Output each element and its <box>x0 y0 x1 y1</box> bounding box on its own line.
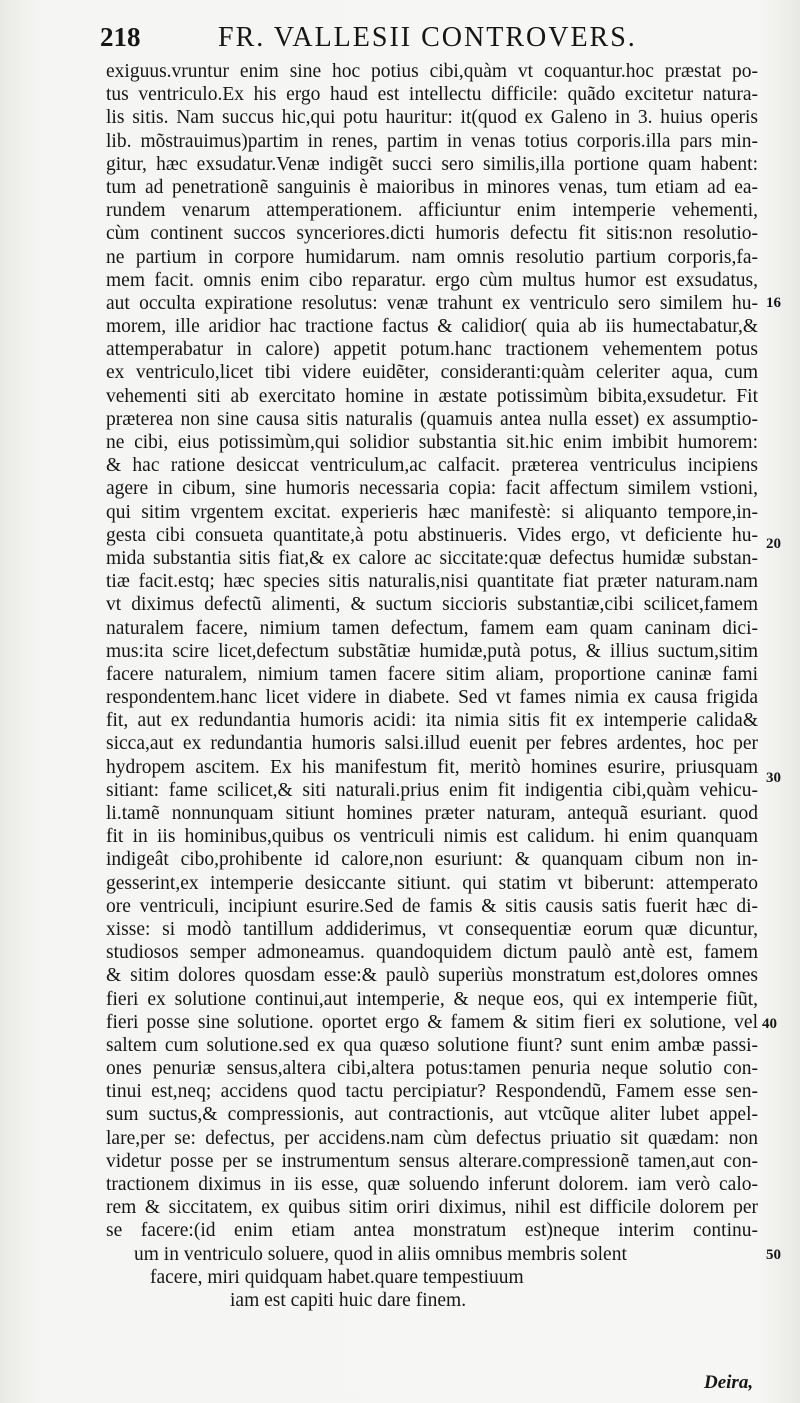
margin-line-number: 20 <box>766 536 781 552</box>
text-line: facere naturalem, nimium tamen facere sitim aliam, proportione caninæ fami <box>106 663 758 685</box>
text-line: indigeât cibo,prohibente id calore,non esuriunt: & quanquam cibum non in- <box>106 849 758 871</box>
text-line: gesserint,ex intemperie desiccante sitiunt. qui statim vt biberunt: attemperato <box>106 872 758 894</box>
text-line: tinui est,neq; accidens quod tactu percipiatur? Respondendũ, Famem esse sen- <box>106 1081 758 1103</box>
text-line: tum ad penetrationẽ sanguinis è maioribus in minores venas, tum etiam ad ea- <box>106 176 758 198</box>
text-line: rundem venarum attemperationem. afficiuntur enim intemperie vehementi, <box>106 200 758 222</box>
text-line: qui sitim vrgentem excitat. experieris hæc manifestè: si aliquanto tempore,in- <box>106 501 758 523</box>
text-line: um in ventriculo soluere, quod in aliis omnibus membris solent <box>134 1243 627 1265</box>
text-line: fit, aut ex redundantia humoris acidi: ita nimia sitis fit ex intemperie calida& <box>106 710 758 732</box>
text-line: fit in iis hominibus,quibus os ventriculi nimis est calidum. hi enim quanquam <box>106 826 758 848</box>
text-line: vehementi siti ab exercitato homine in æstate potissimùm bibita,exsudetur. Fit <box>106 385 758 407</box>
text-line: mus:ita scire licet,defectum substãtiæ humidæ,putà potus, & illius suctum,sitim <box>106 640 758 662</box>
text-line: & sitim dolores quosdam esse:& paulò superiùs monstratum est,dolores omnes <box>106 965 758 987</box>
text-line: tus ventriculo.Ex his ergo haud est intellectu difficile: quãdo excitetur natura- <box>106 84 758 106</box>
text-line: ore ventriculi, incipiunt esurire.Sed de famis & sitis causis satis fuerit hæc di- <box>106 895 758 917</box>
text-line: attemperabatur in calore) appetit potum.hanc tractionem vehementem potus <box>106 339 758 361</box>
text-line: gesta cibi consueta quantitate,à potu abstinueris. Vides ergo, vt deficiente hu- <box>106 524 758 546</box>
running-head <box>100 22 660 58</box>
text-line: lib. mõstrauimus)partim in renes, partim in venas totius corporis.illa pars min- <box>106 130 758 152</box>
text-line: aut occulta expiratione resolutus: venæ trahunt ex ventriculo sero similem hu- <box>106 292 758 314</box>
text-line: agere in cibum, sine humoris necessaria copia: facit affectum similem vstioni, <box>106 478 758 500</box>
text-line: respondentem.hanc licet videre in diabete. Sed vt fames nimia ex causa frigida <box>106 687 758 709</box>
text-line: hydropem ascitem. Ex his manifestum fit, meritò homines esurire, priusquam <box>106 756 758 778</box>
text-line: facere, miri quidquam habet.quare tempestiuum <box>150 1266 524 1288</box>
text-line: ones penuriæ sensus,altera cibi,altera potus:tamen penuria neque solutio con- <box>106 1058 758 1080</box>
text-line: sicca,aut ex redundantia humoris salsi.illud euenit per febres ardentes, hoc per <box>106 733 758 755</box>
text-line: cùm continent succos synceriores.dicti humoris defectu fit sitis:non resolutio- <box>106 223 758 245</box>
catchword: Deira, <box>704 1372 754 1393</box>
text-line: vt diximus defectũ alimenti, & suctum siccioris substantiæ,cibi scilicet,famem <box>106 594 758 616</box>
running-title: FR. VALLESII CONTROVERS. <box>218 22 637 53</box>
text-line: sum suctus,& compressionis, aut contractionis, aut vtcũque aliter lubet appel- <box>106 1104 758 1126</box>
page-number: 218 <box>100 22 141 52</box>
text-line: li.tamẽ nonnunquam sitiunt homines præter naturam, antequã esuriant. quod <box>106 803 758 824</box>
text-line: iam est capiti huic dare finem. <box>230 1289 467 1311</box>
margin-line-number: 30 <box>766 770 781 786</box>
text-line: præterea non sine causa sitis naturalis (quamuis antea nulla esset) ex assumptio- <box>106 408 758 430</box>
text-line: naturalem facere, nimium tamen defectum, famem eam quam caninam dici- <box>106 617 758 639</box>
text-line: sitiant: fame scilicet,& siti naturali.prius enim fit indigentia cibi,quàm vehicu- <box>106 779 758 801</box>
text-line: mida substantia sitis fiat,& ex calore ac siccitate:quæ defectus humidæ substan- <box>106 547 758 569</box>
text-line: tractionem diximus in iis esse, quæ soluendo inferunt dolorem. iam verò calo- <box>106 1174 758 1195</box>
text-line: exiguus.vruntur enim sine hoc potius cibi,quàm vt coquantur.hoc præstat po- <box>106 61 758 82</box>
text-line: mem facit. omnis enim cibo reparatur. ergo cùm multus humor est exsudatus, <box>106 269 758 291</box>
text-line: tiæ facit.estq; hæc species sitis naturalis,nisi quantitate fiat præter naturam.nam <box>106 571 758 593</box>
text-line: rem & siccitatem, ex quibus sitim oriri diximus, nihil est difficile dolorem per <box>106 1197 758 1219</box>
text-line: lis sitis. Nam succus hic,qui potu hauritur: it(quod ex Galeno in 3. huius operis <box>106 107 758 129</box>
text-line: saltem cum solutione.sed ex qua quæso solutione fiunt? sunt enim ambæ passi- <box>106 1034 758 1056</box>
margin-line-number: 40 <box>762 1016 777 1032</box>
margin-line-number: 16 <box>766 295 781 311</box>
text-line: xisse: si modò tantillum addiderimus, vt consequentiæ eorum quæ dicuntur, <box>106 918 758 940</box>
text-line <box>106 1312 758 1335</box>
text-line: lare,per se: defectus, per accidens.nam cùm defectus priuatio sit quædam: non <box>106 1127 758 1149</box>
text-line: ex ventriculo,licet tibi videre euidẽter, consideranti:quàm celeriter aqua, cum <box>106 362 758 384</box>
text-line: studiosos semper admoneamus. quandoquidem dictum paulò antè est, famem <box>106 942 758 964</box>
text-line: gitur, hæc exsudatur.Venæ indigẽt succi sero similis,illa portione quam habent: <box>106 153 758 175</box>
text-line: fieri posse sine solutione. oportet ergo & famem & sitim fieri ex solutione, vel <box>106 1011 758 1033</box>
text-line: se facere:(id enim etiam antea monstratum est)neque interim continu- <box>106 1220 758 1242</box>
text-line: & hac ratione desiccat ventriculum,ac calfacit. præterea ventriculus incipiens <box>106 455 758 477</box>
body-text <box>106 60 758 1335</box>
text-line: ne cibi, eius potissimùm,qui solidior substantia sit.hic enim imbibit humorem: <box>106 432 758 453</box>
margin-line-number: 50 <box>766 1247 781 1263</box>
text-line: fieri ex solutione continui,aut intemperie, & neque eos, qui ex intemperie fiũt, <box>106 988 758 1010</box>
text-line: ne partium in corpore humidarum. nam omnis resolutio partium corporis,fa- <box>106 246 758 268</box>
text-line: morem, ille aridior hac tractione factus & calidior( quia ab iis humectabatur,& <box>106 316 758 338</box>
text-line: videtur posse per se instrumentum sensus alterare.compressionẽ tamen,aut con- <box>106 1150 758 1172</box>
